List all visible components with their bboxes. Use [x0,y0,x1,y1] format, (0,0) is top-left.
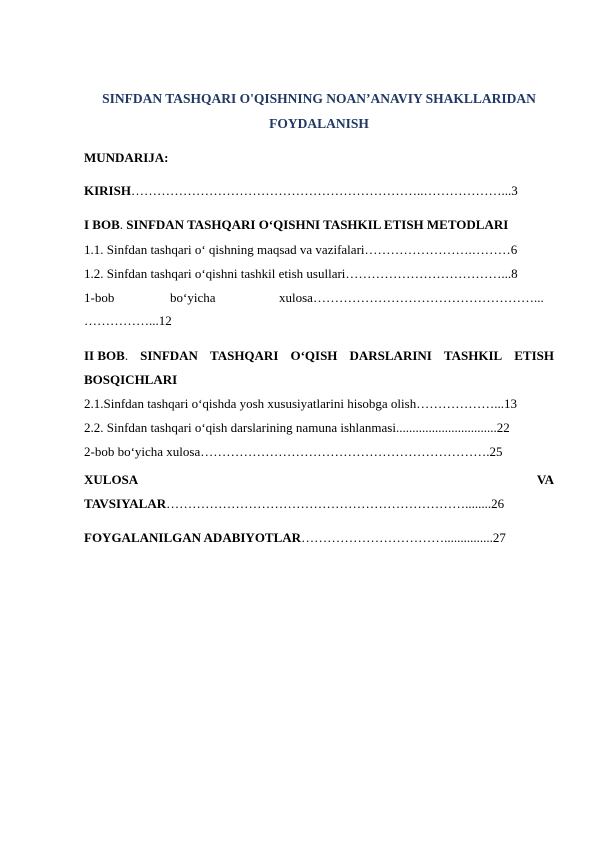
toc-entry-summary-1 [84,290,554,306]
toc-label: 2.1.Sinfdan tashqari o‘qishda yosh xususiyatlarini hisobga olish [84,396,417,411]
toc-chapter-2 [84,348,554,364]
toc-leader: …………………………………………………………. [200,444,490,459]
toc-page: 26 [491,496,505,511]
chapter-word: SINFDAN [140,348,198,363]
toc-word: VA [536,472,554,487]
toc-page: 12 [158,313,172,328]
chapter-word: O‘QISH [290,348,338,363]
toc-entry-conclusion [84,472,554,488]
toc-leader: …………………………………………………………..………………... [130,183,512,198]
chapter-word: TASHKIL [443,348,503,363]
toc-word: XULOSA [84,472,139,487]
toc-leader: ………………... [416,396,504,411]
toc-entry-2-2 [84,420,554,436]
toc-label: TAVSIYALAR [84,496,167,511]
toc-entry-summary-1-cont [84,313,554,329]
toc-label: FOYGALANILGAN ADABIYOTLAR [84,530,302,545]
toc-page: 6 [510,242,518,257]
toc-leader: …………………….……… [364,242,511,257]
toc-chapter-1 [84,217,554,233]
toc-page: 27 [492,530,506,545]
toc-entry-1-1 [84,242,554,258]
chapter-separator: . [119,217,127,232]
toc-entry-kirish [84,183,554,199]
document-title-line-1: SINFDAN TASHQARI O'QISHNING NOAN’ANAVIY SHAKLLARIDAN [102,91,536,106]
toc-label: 2-bob bo‘yicha xulosa [84,444,201,459]
chapter-word: DARSLARINI [349,348,432,363]
toc-leader: ………………………………... [345,266,512,281]
chapter-prefix: II BOB [84,348,125,363]
toc-word: xulosa [279,290,313,305]
toc-entry-conclusion-cont [84,496,554,512]
toc-label: 2.2. Sinfdan tashqari o‘qish darslarining namuna ishlanmasi [84,420,396,435]
toc-page: 22 [496,420,510,435]
toc-leader: ……………………………………………... [312,290,544,305]
chapter-word: TASHQARI [210,348,279,363]
toc-entry-summary-2 [84,444,554,460]
chapter-title: SINFDAN TASHQARI O‘QISHNI TASHKIL ETISH METODLARI [126,217,509,232]
toc-entry-1-2 [84,266,554,282]
toc-page: 25 [489,444,503,459]
toc-page: 3 [511,183,518,198]
toc-label: 1.2. Sinfdan tashqari o‘qishni tashkil etish usullari [84,266,346,281]
document-title-line-2: FOYDALANISH [269,116,369,131]
toc-leader: ……………………………............... [301,530,493,545]
chapter-separator: . [124,348,129,363]
toc-leader: ……………... [84,313,159,328]
toc-leader: ……………………………………………………………........ [166,496,492,511]
chapter-word: ETISH [514,348,554,363]
toc-entry-2-1 [84,396,554,412]
toc-word: bo‘yicha [170,290,216,305]
toc-label: KIRISH [84,183,131,198]
toc-word: 1-bob [84,290,115,305]
toc-label: 1.1. Sinfdan tashqari o‘ qishning maqsad va vazifalari [84,242,365,257]
toc-page: 8 [511,266,518,281]
chapter-prefix: I BOB [84,217,120,232]
toc-entry-bibliography [84,530,554,546]
contents-heading: MUNDARIJA: [84,150,169,165]
toc-chapter-2-cont: BOSQICHLARI [84,372,178,387]
toc-page: 13 [503,396,517,411]
toc-leader: ............................... [395,420,497,435]
